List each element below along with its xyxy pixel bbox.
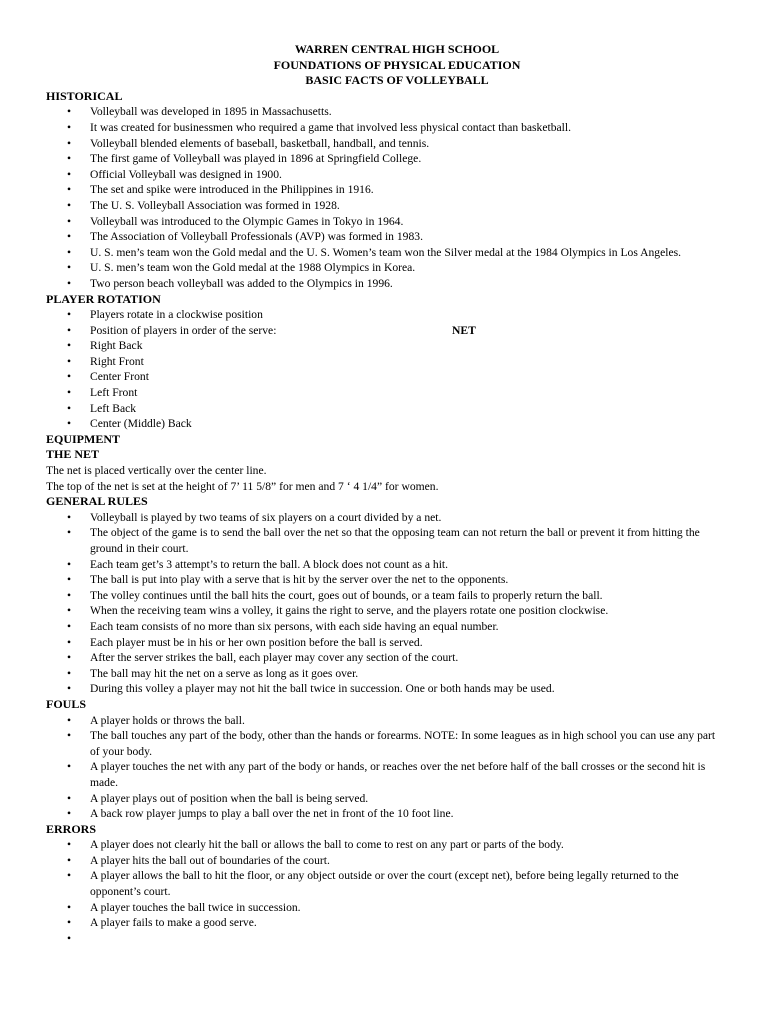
list-item-text: A player allows the ball to hit the floor, or any object outside or over the court (except net), before being legally returned to the opponent’s court. (90, 869, 679, 899)
course-name: FOUNDATIONS OF PHYSICAL EDUCATION (273, 57, 521, 72)
list-item (46, 276, 718, 292)
list-item-text: A player does not clearly hit the ball or allows the ball to come to rest on any part or parts of the body. (90, 838, 564, 852)
list-item-text: The object of the game is to send the ball over the net so that the opposing team can not return the ball or prevent it from hitting the ground in their court. (90, 526, 700, 555)
list-item-text: Two person beach volleyball was added to the Olympics in 1996. (90, 276, 393, 290)
bullet-marker: • (67, 619, 72, 633)
player-rotation-list (46, 307, 718, 432)
bullet-marker: • (67, 308, 72, 322)
list-item-text: A player plays out of position when the ball is being served. (90, 791, 369, 805)
bullet-marker: • (67, 230, 72, 244)
bullet-marker: • (67, 401, 72, 415)
bullet-marker: • (67, 573, 72, 587)
bullet-marker: • (67, 869, 72, 883)
list-item (46, 136, 718, 152)
bullet-marker: • (67, 526, 72, 540)
net-description-line: The net is placed vertically over the center line. (46, 464, 267, 478)
section-errors (46, 821, 718, 945)
section-player-rotation (46, 292, 718, 432)
list-item-text: Each player must be in his or her own position before the ball is served. (90, 635, 423, 649)
bullet-marker: • (67, 604, 72, 618)
list-item (46, 853, 718, 869)
list-item (46, 307, 718, 323)
list-item-text: It was created for businessmen who required a game that involved less physical contact than basketball. (90, 120, 571, 134)
bullet-marker: • (67, 354, 72, 368)
list-item (46, 354, 718, 370)
list-item (46, 369, 718, 385)
list-item (46, 525, 718, 556)
list-item (46, 603, 718, 619)
fouls-list (46, 713, 718, 822)
bullet-marker: • (67, 276, 72, 290)
bullet-marker: • (67, 666, 72, 680)
net-height-line: The top of the net is set at the height of 7’ 11 5/8” for men and 7 ‘ 4 1/4” for women. (46, 479, 439, 493)
list-item (46, 900, 718, 916)
bullet-marker: • (67, 370, 72, 384)
list-item (46, 104, 718, 120)
list-item (46, 713, 718, 729)
list-item (46, 338, 718, 354)
list-item (46, 588, 718, 604)
list-item-text: Each team consists of no more than six persons, with each side having an equal number. (90, 619, 499, 633)
section-heading-errors: ERRORS (46, 821, 97, 836)
list-item-text: A player hits the ball out of boundaries of the court. (90, 853, 330, 867)
bullet-marker: • (67, 105, 72, 119)
bullet-marker: • (67, 931, 72, 945)
document-header (76, 42, 718, 89)
list-item-text: U. S. men’s team won the Gold medal at the 1988 Olympics in Korea. (90, 261, 416, 275)
bullet-marker: • (67, 261, 72, 275)
list-item (46, 323, 718, 339)
bullet-marker: • (67, 916, 72, 930)
list-item (46, 260, 718, 276)
bullet-marker: • (67, 323, 72, 337)
list-item-text: Right Front (90, 354, 144, 368)
list-item (46, 416, 718, 432)
list-item-text: Each team get’s 3 attempt’s to return the ball. A block does not count as a hit. (90, 557, 449, 571)
list-item (46, 167, 718, 183)
list-item-text: The first game of Volleyball was played in 1896 at Springfield College. (90, 152, 422, 166)
bullet-marker: • (67, 682, 72, 696)
list-item (46, 666, 718, 682)
list-item-text: U. S. men’s team won the Gold medal and the U. S. Women’s team won the Silver medal at the 1984 Olympics in Los Angeles. (90, 245, 682, 259)
list-item-text: Center Front (90, 370, 149, 384)
list-item (46, 791, 718, 807)
bullet-marker: • (67, 729, 72, 743)
section-heading-fouls: FOULS (46, 696, 87, 711)
list-item (46, 229, 718, 245)
list-item (46, 214, 718, 230)
list-item-text: A player touches the net with any part of the body or hands, or reaches over the net before half of the ball crosses or the second hit is made. (90, 760, 706, 789)
list-item-text: The volley continues until the ball hits the court, goes out of bounds, or a team fails to properly return the ball. (90, 588, 603, 602)
list-item-text: Position of players in order of the serve: (90, 323, 277, 337)
bullet-marker: • (67, 760, 72, 774)
list-item-text: Volleyball was developed in 1895 in Massachusetts. (90, 105, 332, 119)
list-item-text: A player fails to make a good serve. (90, 916, 257, 930)
section-heading-equipment: EQUIPMENT (46, 431, 121, 446)
list-item-text: The ball may hit the net on a serve as long as it goes over. (90, 666, 359, 680)
list-item (46, 245, 718, 261)
school-name: WARREN CENTRAL HIGH SCHOOL (294, 42, 500, 56)
bullet-marker: • (67, 853, 72, 867)
list-item-text: The ball is put into play with a serve that is hit by the server over the net to the opponents. (90, 573, 509, 587)
section-fouls (46, 697, 718, 822)
list-item (46, 681, 718, 697)
errors-list (46, 837, 718, 945)
bullet-marker: • (67, 838, 72, 852)
bullet-marker: • (67, 713, 72, 727)
bullet-marker: • (67, 557, 72, 571)
list-item-text: Official Volleyball was designed in 1900. (90, 167, 282, 181)
list-item (46, 198, 718, 214)
list-item (46, 120, 718, 136)
list-item (46, 572, 718, 588)
bullet-marker: • (67, 339, 72, 353)
bullet-marker: • (67, 183, 72, 197)
list-item-text: A player holds or throws the ball. (90, 713, 245, 727)
general-rules-list (46, 510, 718, 697)
list-item (46, 401, 718, 417)
bullet-marker: • (67, 900, 72, 914)
list-item (46, 635, 718, 651)
bullet-marker: • (67, 386, 72, 400)
list-item (46, 619, 718, 635)
list-item (46, 557, 718, 573)
subheading-the-net: THE NET (46, 447, 100, 462)
list-item-text: Volleyball was introduced to the Olympic Games in Tokyo in 1964. (90, 214, 404, 228)
list-item (46, 915, 718, 931)
list-item-text: Center (Middle) Back (90, 417, 192, 431)
section-general-rules (46, 494, 718, 697)
list-item-text: Volleyball blended elements of baseball, basketball, handball, and tennis. (90, 136, 430, 150)
list-item-text: The U. S. Volleyball Association was formed in 1928. (90, 198, 340, 212)
bullet-marker: • (67, 635, 72, 649)
bullet-marker: • (67, 245, 72, 259)
document-title: BASIC FACTS OF VOLLEYBALL (305, 73, 489, 88)
section-heading-general-rules: GENERAL RULES (46, 494, 148, 509)
list-item-text: The Association of Volleyball Professionals (AVP) was formed in 1983. (90, 230, 423, 244)
list-item (46, 728, 718, 759)
bullet-marker: • (67, 651, 72, 665)
list-item-text: Players rotate in a clockwise position (90, 308, 263, 322)
bullet-marker: • (67, 167, 72, 181)
list-item-text: The set and spike were introduced in the Philippines in 1916. (90, 183, 374, 197)
section-historical (46, 89, 718, 292)
list-item-text: Right Back (90, 339, 143, 353)
list-item-text: During this volley a player may not hit the ball twice in succession. One or both hands may be used. (90, 682, 555, 696)
bullet-marker: • (67, 807, 72, 821)
section-heading-historical: HISTORICAL (46, 88, 123, 103)
list-item (46, 759, 718, 790)
bullet-marker: • (67, 198, 72, 212)
list-item (46, 182, 718, 198)
bullet-marker: • (67, 791, 72, 805)
list-item-text: When the receiving team wins a volley, it gains the right to serve, and the players rotate one position clockwise. (90, 604, 609, 618)
bullet-marker: • (67, 588, 72, 602)
list-item-text: Left Front (90, 386, 138, 400)
list-item (46, 650, 718, 666)
list-item (46, 806, 718, 822)
bullet-marker: • (67, 120, 72, 134)
list-item-text: A player touches the ball twice in succession. (90, 900, 301, 914)
list-item (46, 151, 718, 167)
list-item (46, 510, 718, 526)
list-item (46, 868, 718, 899)
section-heading-player-rotation: PLAYER ROTATION (46, 291, 161, 306)
list-item (46, 385, 718, 401)
section-equipment (46, 432, 718, 494)
historical-list (46, 104, 718, 291)
list-item-text: After the server strikes the ball, each player may cover any section of the court. (90, 651, 459, 665)
bullet-marker: • (67, 510, 72, 524)
list-item (46, 837, 718, 853)
list-item-text: Volleyball is played by two teams of six players on a court divided by a net. (90, 510, 442, 524)
list-item-text: The ball touches any part of the body, other than the hands or forearms. NOTE: In some leagues as in high school you can use any part of your body. (90, 729, 716, 758)
list-item-text: A back row player jumps to play a ball over the net in front of the 10 foot line. (90, 807, 454, 821)
bullet-marker: • (67, 417, 72, 431)
bullet-marker: • (67, 152, 72, 166)
bullet-marker: • (67, 136, 72, 150)
bullet-marker: • (67, 214, 72, 228)
list-item-text: Left Back (90, 401, 137, 415)
net-label: NET (452, 323, 476, 337)
